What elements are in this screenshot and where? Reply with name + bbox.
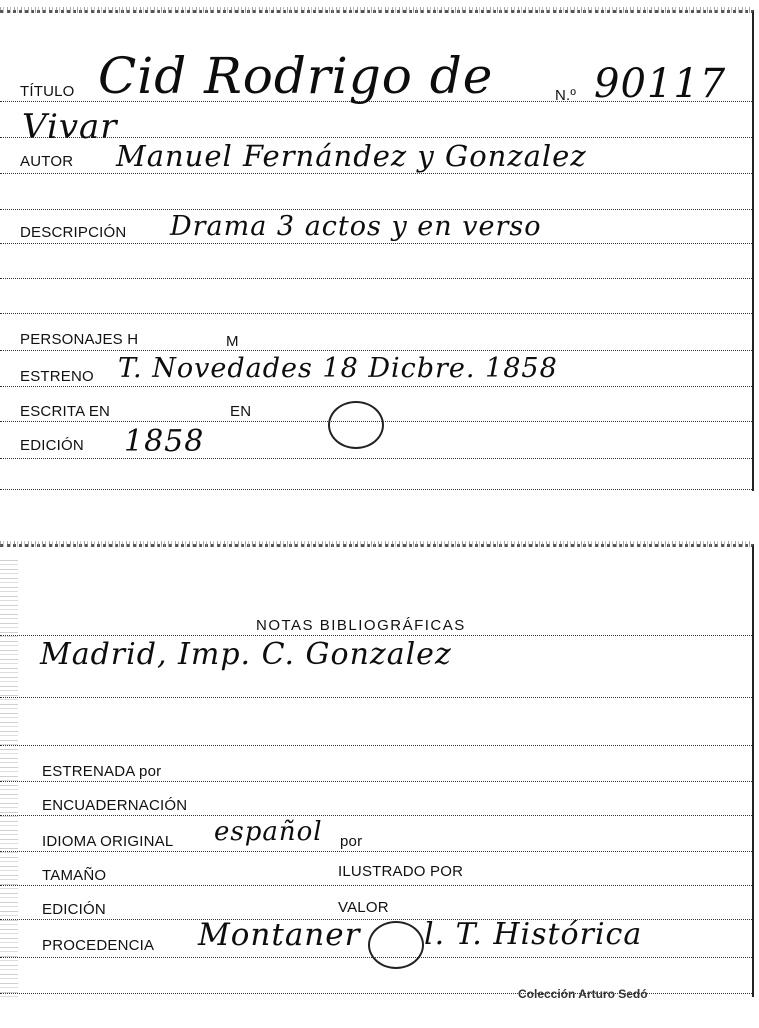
escrita-en-label: EN — [230, 403, 252, 420]
procedencia-label: PROCEDENCIA — [42, 937, 155, 954]
card-edge-texture — [0, 7, 752, 13]
titulo-label: TÍTULO — [20, 83, 75, 100]
ilustrado-label: ILUSTRADO POR — [338, 863, 464, 880]
descripcion-label: DESCRIPCIÓN — [20, 224, 127, 241]
procedencia-value: Montaner — [198, 917, 361, 953]
titulo-value: Cid Rodrigo de — [98, 47, 494, 105]
bottom-catalog-card — [0, 544, 754, 1001]
rule-line — [0, 350, 752, 351]
titulo-value-continued: Vivar — [22, 107, 118, 147]
rule-line — [0, 209, 752, 210]
rule-line — [0, 243, 752, 244]
rule-line — [0, 278, 752, 279]
estreno-label: ESTRENO — [20, 368, 94, 385]
card-edge-texture — [0, 541, 752, 547]
rule-line — [0, 885, 752, 886]
punch-hole-circle — [328, 401, 384, 449]
descripcion-value: Drama 3 actos y en verso — [170, 211, 542, 242]
rule-line — [0, 745, 752, 746]
notas-bibliograficas-heading: NOTAS BIBLIOGRÁFICAS — [256, 617, 466, 634]
top-catalog-card — [0, 10, 754, 491]
autor-label: AUTOR — [20, 153, 74, 170]
rule-line — [0, 815, 752, 816]
rule-line — [0, 386, 752, 387]
estrenada-label: ESTRENADA por — [42, 763, 162, 780]
encuadernacion-label: ENCUADERNACIÓN — [42, 797, 188, 814]
rule-line — [0, 313, 752, 314]
rule-line — [0, 635, 752, 636]
procedencia-value-continued: l. T. Histórica — [424, 917, 643, 952]
personajes-m-label: M — [226, 333, 239, 350]
escrita-label: ESCRITA EN — [20, 403, 111, 420]
idioma-por-label: por — [340, 833, 363, 850]
personajes-label: PERSONAJES H — [20, 331, 139, 348]
rule-line — [0, 173, 752, 174]
autor-value: Manuel Fernández y Gonzalez — [116, 139, 587, 173]
numero-value: 90117 — [594, 61, 727, 107]
idioma-value: español — [214, 817, 323, 847]
edicion-value: 1858 — [124, 424, 205, 459]
rule-line — [0, 697, 752, 698]
numero-label: N.º — [555, 87, 577, 104]
collection-credit: Colección Arturo Sedó — [518, 987, 648, 1001]
punch-hole-circle — [368, 921, 424, 969]
edicion-label-bottom: EDICIÓN — [42, 901, 106, 918]
rule-line — [0, 489, 752, 490]
rule-line — [0, 851, 752, 852]
edicion-label: EDICIÓN — [20, 437, 84, 454]
valor-label: VALOR — [338, 899, 389, 916]
tamano-label: TAMAÑO — [42, 867, 107, 884]
notas-value: Madrid, Imp. C. Gonzalez — [40, 637, 452, 672]
rule-line — [0, 781, 752, 782]
rule-line — [0, 458, 752, 459]
estreno-value: T. Novedades 18 Dicbre. 1858 — [118, 353, 558, 384]
idioma-label: IDIOMA ORIGINAL — [42, 833, 174, 850]
